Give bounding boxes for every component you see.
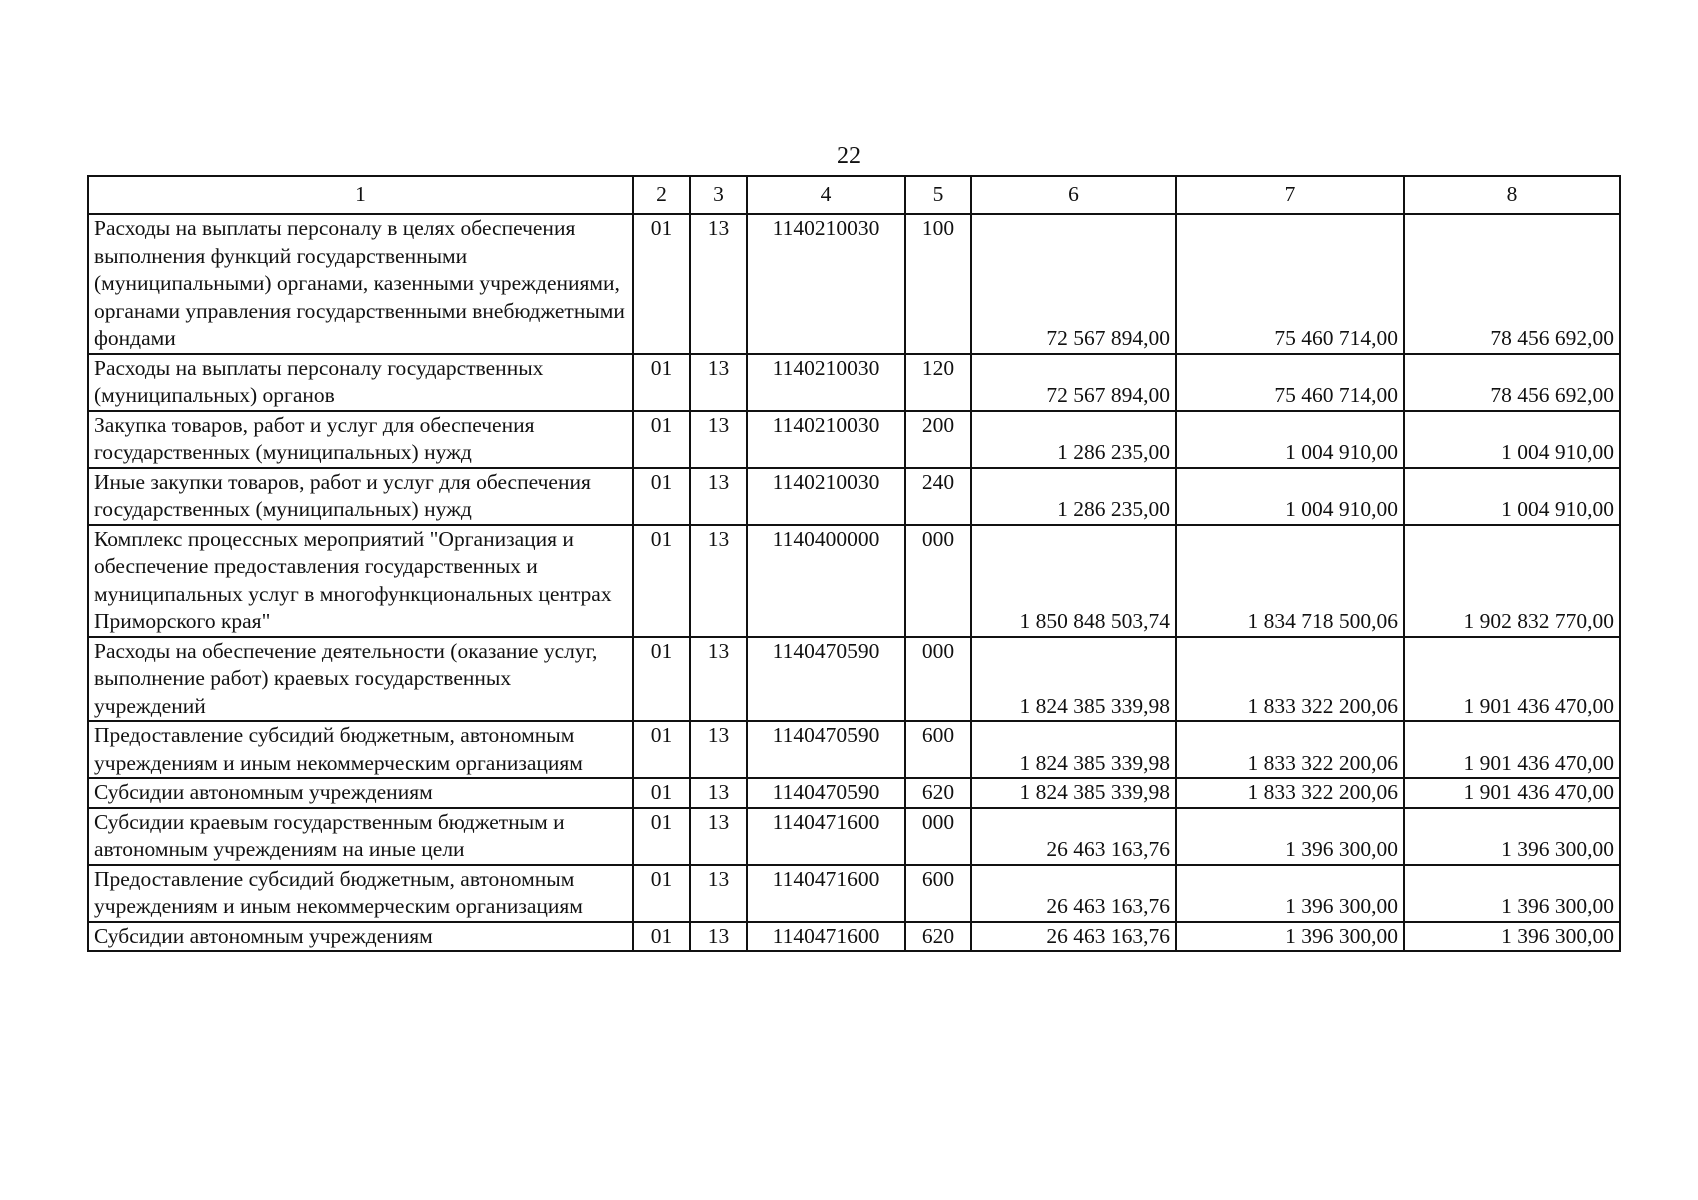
column-header-1: 1 [88, 176, 633, 214]
amount-col-7: 1 004 910,00 [1176, 468, 1404, 525]
amount-col-8: 1 004 910,00 [1404, 411, 1620, 468]
amount-col-6: 1 824 385 339,98 [971, 637, 1176, 722]
section-code: 01 [633, 411, 690, 468]
amount-col-7: 1 833 322 200,06 [1176, 637, 1404, 722]
page-number: 22 [837, 143, 861, 169]
target-article-code: 1140210030 [747, 468, 905, 525]
target-article-code: 1140470590 [747, 721, 905, 778]
table-header [88, 176, 1620, 214]
subsection-code: 13 [690, 354, 747, 411]
expense-name: Субсидии краевым государственным бюджетным и автономным учреждениям на иные цели [88, 808, 633, 865]
subsection-code: 13 [690, 468, 747, 525]
section-code: 01 [633, 637, 690, 722]
subsection-code: 13 [690, 865, 747, 922]
target-article-code: 1140210030 [747, 354, 905, 411]
expense-type-code: 620 [905, 778, 971, 808]
table-row [88, 411, 1620, 468]
amount-col-8: 1 901 436 470,00 [1404, 721, 1620, 778]
amount-col-6: 72 567 894,00 [971, 214, 1176, 354]
subsection-code: 13 [690, 637, 747, 722]
amount-col-7: 1 004 910,00 [1176, 411, 1404, 468]
section-code: 01 [633, 778, 690, 808]
table-row [88, 778, 1620, 808]
expense-type-code: 240 [905, 468, 971, 525]
section-code: 01 [633, 922, 690, 952]
section-code: 01 [633, 721, 690, 778]
expense-type-code: 620 [905, 922, 971, 952]
section-code: 01 [633, 865, 690, 922]
target-article-code: 1140471600 [747, 865, 905, 922]
amount-col-6: 72 567 894,00 [971, 354, 1176, 411]
expense-type-code: 000 [905, 637, 971, 722]
expense-type-code: 600 [905, 721, 971, 778]
expense-name: Расходы на обеспечение деятельности (оказание услуг, выполнение работ) краевых государственных учреждений [88, 637, 633, 722]
column-header-4: 4 [747, 176, 905, 214]
column-header-8: 8 [1404, 176, 1620, 214]
amount-col-8: 1 901 436 470,00 [1404, 778, 1620, 808]
table-row [88, 525, 1620, 637]
target-article-code: 1140470590 [747, 637, 905, 722]
amount-col-8: 1 902 832 770,00 [1404, 525, 1620, 637]
column-header-3: 3 [690, 176, 747, 214]
subsection-code: 13 [690, 922, 747, 952]
amount-col-7: 1 833 322 200,06 [1176, 721, 1404, 778]
amount-col-6: 1 286 235,00 [971, 411, 1176, 468]
amount-col-7: 1 834 718 500,06 [1176, 525, 1404, 637]
amount-col-6: 1 850 848 503,74 [971, 525, 1176, 637]
amount-col-8: 1 396 300,00 [1404, 922, 1620, 952]
amount-col-6: 1 824 385 339,98 [971, 778, 1176, 808]
expense-name: Расходы на выплаты персоналу в целях обеспечения выполнения функций государственными (муниципальными) органами, казенными учреждениями, органами управления государственными внебюджетными фондами [88, 214, 633, 354]
expense-name: Комплекс процессных мероприятий "Организация и обеспечение предоставления государственных и муниципальных услуг в многофункциональных центрах Приморского края" [88, 525, 633, 637]
expense-type-code: 200 [905, 411, 971, 468]
amount-col-6: 1 824 385 339,98 [971, 721, 1176, 778]
amount-col-7: 75 460 714,00 [1176, 354, 1404, 411]
header-row [88, 176, 1620, 214]
amount-col-8: 1 004 910,00 [1404, 468, 1620, 525]
table-row [88, 808, 1620, 865]
table-row [88, 468, 1620, 525]
target-article-code: 1140471600 [747, 922, 905, 952]
table-row [88, 865, 1620, 922]
amount-col-8: 1 396 300,00 [1404, 808, 1620, 865]
expense-name: Предоставление субсидий бюджетным, автономным учреждениям и иным некоммерческим организациям [88, 721, 633, 778]
target-article-code: 1140400000 [747, 525, 905, 637]
amount-col-7: 1 396 300,00 [1176, 808, 1404, 865]
subsection-code: 13 [690, 808, 747, 865]
amount-col-8: 78 456 692,00 [1404, 214, 1620, 354]
expense-name: Иные закупки товаров, работ и услуг для обеспечения государственных (муниципальных) нужд [88, 468, 633, 525]
budget-table [87, 175, 1621, 952]
section-code: 01 [633, 468, 690, 525]
target-article-code: 1140210030 [747, 214, 905, 354]
subsection-code: 13 [690, 525, 747, 637]
expense-type-code: 000 [905, 525, 971, 637]
section-code: 01 [633, 525, 690, 637]
expense-name: Предоставление субсидий бюджетным, автономным учреждениям и иным некоммерческим организациям [88, 865, 633, 922]
amount-col-7: 1 396 300,00 [1176, 922, 1404, 952]
table-row [88, 214, 1620, 354]
expense-type-code: 600 [905, 865, 971, 922]
section-code: 01 [633, 214, 690, 354]
column-header-5: 5 [905, 176, 971, 214]
table-row [88, 637, 1620, 722]
amount-col-6: 26 463 163,76 [971, 808, 1176, 865]
expense-type-code: 120 [905, 354, 971, 411]
table-row [88, 721, 1620, 778]
table-body [88, 214, 1620, 951]
target-article-code: 1140471600 [747, 808, 905, 865]
expense-type-code: 000 [905, 808, 971, 865]
amount-col-7: 1 833 322 200,06 [1176, 778, 1404, 808]
amount-col-6: 26 463 163,76 [971, 865, 1176, 922]
subsection-code: 13 [690, 721, 747, 778]
table-row [88, 922, 1620, 952]
expense-name: Расходы на выплаты персоналу государственных (муниципальных) органов [88, 354, 633, 411]
table-row [88, 354, 1620, 411]
section-code: 01 [633, 354, 690, 411]
amount-col-6: 26 463 163,76 [971, 922, 1176, 952]
amount-col-8: 1 396 300,00 [1404, 865, 1620, 922]
column-header-6: 6 [971, 176, 1176, 214]
target-article-code: 1140470590 [747, 778, 905, 808]
column-header-7: 7 [1176, 176, 1404, 214]
amount-col-8: 78 456 692,00 [1404, 354, 1620, 411]
subsection-code: 13 [690, 778, 747, 808]
column-header-2: 2 [633, 176, 690, 214]
amount-col-8: 1 901 436 470,00 [1404, 637, 1620, 722]
amount-col-6: 1 286 235,00 [971, 468, 1176, 525]
amount-col-7: 1 396 300,00 [1176, 865, 1404, 922]
subsection-code: 13 [690, 214, 747, 354]
expense-name: Субсидии автономным учреждениям [88, 922, 633, 952]
expense-name: Закупка товаров, работ и услуг для обеспечения государственных (муниципальных) нужд [88, 411, 633, 468]
expense-name: Субсидии автономным учреждениям [88, 778, 633, 808]
section-code: 01 [633, 808, 690, 865]
subsection-code: 13 [690, 411, 747, 468]
expense-type-code: 100 [905, 214, 971, 354]
amount-col-7: 75 460 714,00 [1176, 214, 1404, 354]
target-article-code: 1140210030 [747, 411, 905, 468]
